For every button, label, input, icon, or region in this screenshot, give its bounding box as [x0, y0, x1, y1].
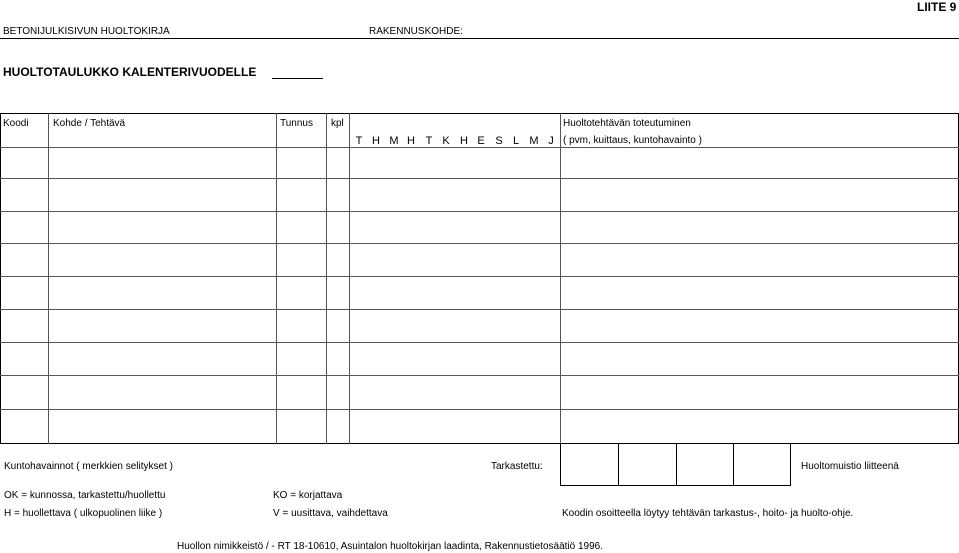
row-sep	[0, 375, 959, 376]
year-fill-line	[272, 78, 323, 79]
document-title: BETONIJULKISIVUN HUOLTOKIRJA	[3, 26, 170, 37]
col-header-kpl: kpl	[331, 118, 344, 129]
month-letter: H	[372, 135, 380, 147]
month-letter: T	[425, 135, 433, 147]
row-sep	[0, 178, 959, 179]
month-letter: E	[477, 135, 485, 147]
box-line	[676, 443, 677, 486]
legend-ko: KO = korjattava	[273, 490, 343, 501]
row-sep-header	[0, 147, 959, 148]
row-sep	[0, 409, 959, 410]
row-sep	[0, 309, 959, 310]
box-line	[618, 443, 619, 486]
box-line	[560, 485, 791, 486]
huoltomuistio-label: Huoltomuistio liitteenä	[801, 461, 899, 472]
box-line	[560, 443, 561, 486]
row-sep	[0, 243, 959, 244]
col-sep-koodi	[48, 113, 49, 444]
box-line	[790, 443, 791, 486]
month-letter: T	[355, 135, 363, 147]
tarkastettu-label: Tarkastettu:	[491, 461, 543, 472]
col-sep-kpl	[349, 113, 350, 444]
liite-label: LIITE 9	[917, 0, 957, 14]
col-sep-tunnus	[326, 113, 327, 444]
page-title: HUOLTOTAULUKKO KALENTERIVUODELLE	[3, 65, 257, 79]
legend-v: V = uusittava, vaihdettava	[273, 508, 388, 519]
col-header-kohde: Kohde / Tehtävä	[53, 118, 126, 129]
month-letter: H	[460, 135, 468, 147]
table-bottom-border	[0, 443, 959, 444]
header-rule	[0, 38, 959, 39]
col-header-koodi: Koodi	[3, 118, 29, 129]
legend-koodin: Koodin osoitteella löytyy tehtävän tarkastus-, hoito- ja huolto-ohje.	[562, 508, 854, 519]
month-letter: L	[512, 135, 520, 147]
month-letter: J	[548, 135, 554, 147]
col-sep-kohde	[276, 113, 277, 444]
month-letter: M	[389, 135, 399, 147]
rakennuskohde-label: RAKENNUSKOHDE:	[369, 26, 463, 37]
month-letter: M	[529, 135, 539, 147]
table-left-border	[0, 113, 1, 444]
col-header-toteutus: Huoltotehtävän toteutuminen	[563, 118, 691, 129]
month-letter: K	[442, 135, 450, 147]
col-header-tunnus: Tunnus	[280, 118, 313, 129]
table-top-border	[0, 113, 959, 114]
col-header-toteutus-sub: ( pvm, kuittaus, kuntohavainto )	[563, 135, 702, 146]
row-sep	[0, 276, 959, 277]
source-note: Huollon nimikkeistö / - RT 18-10610, Asuintalon huoltokirjan laadinta, Rakennustietosäätiö 1996.	[177, 541, 604, 552]
month-letter: H	[407, 135, 415, 147]
kuntohavainnot-label: Kuntohavainnot ( merkkien selitykset )	[4, 461, 173, 472]
legend-h: H = huollettava ( ulkopuolinen liike )	[4, 508, 163, 519]
legend-ok: OK = kunnossa, tarkastettu/huollettu	[4, 490, 166, 501]
box-line	[733, 443, 734, 486]
month-letter: S	[495, 135, 503, 147]
row-sep	[0, 342, 959, 343]
col-sep-months	[560, 113, 561, 444]
row-sep	[0, 211, 959, 212]
